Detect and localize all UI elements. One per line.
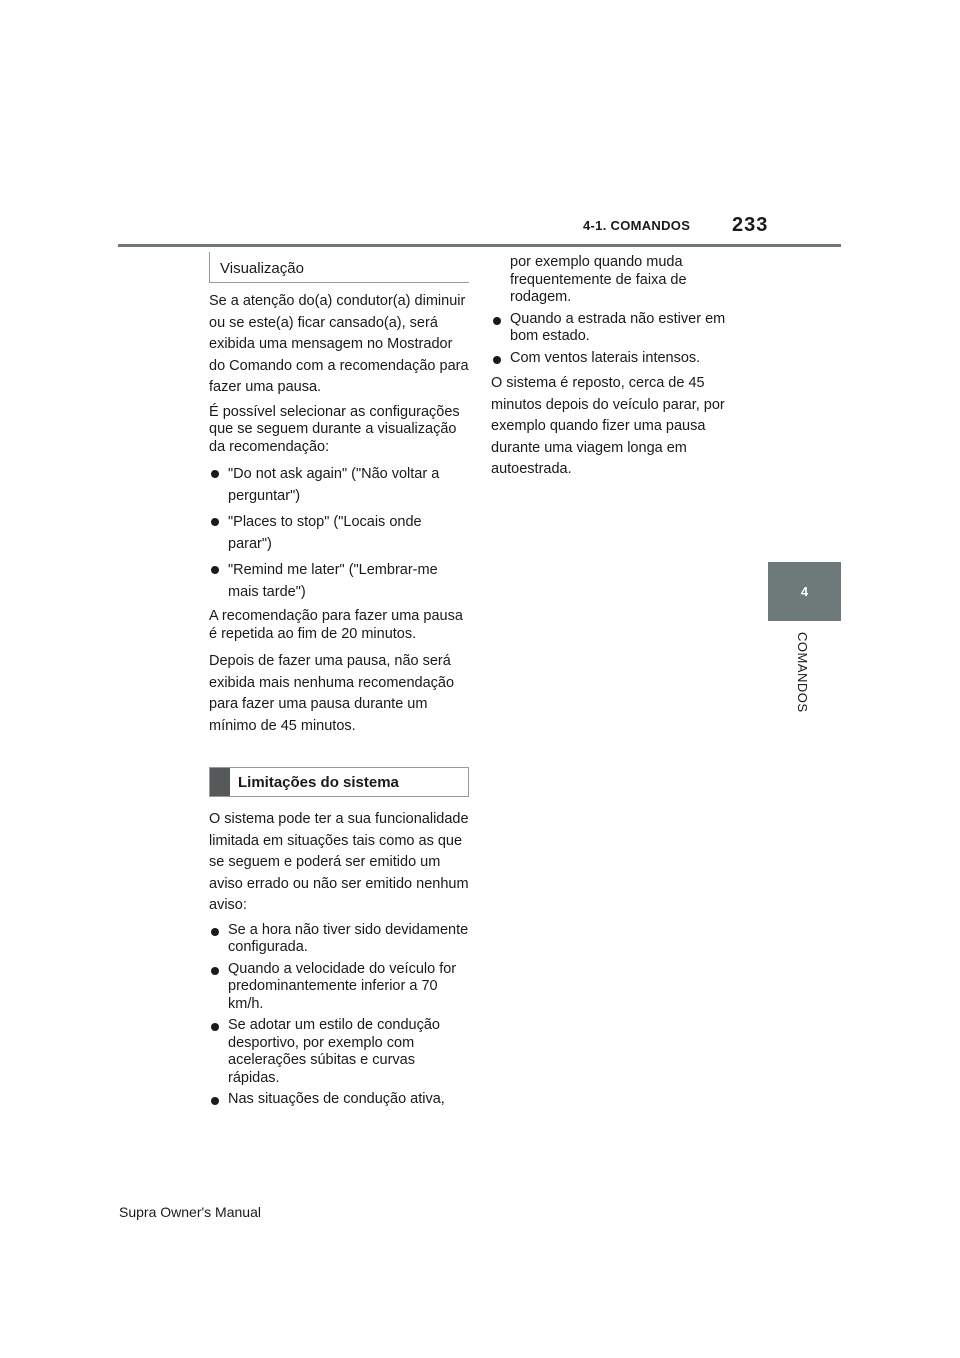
- list-item: [209, 922, 469, 957]
- bullet-icon: [493, 317, 501, 325]
- list-item-text: "Do not ask again" ("Não voltar a perguntar"): [228, 466, 440, 504]
- list-item-text: "Remind me later" ("Lembrar-me mais tarde"): [228, 562, 438, 600]
- right-column: [491, 254, 751, 486]
- paragraph: A recomendação para fazer uma pausa é repetida ao fim de 20 minutos.: [209, 608, 463, 642]
- section-box-limitations: [209, 767, 469, 797]
- paragraph: Depois de fazer uma pausa, não será exibida mais nenhuma recomendação para fazer uma pausa durante um mínimo de 45 minutos.: [209, 653, 455, 734]
- bullet-icon: [211, 1023, 219, 1031]
- paragraph: O sistema pode ter a sua funcionalidade limitada em situações tais como as que se seguem e poderá ser emitido um aviso errado ou não ser emitido nenhum aviso:: [209, 811, 469, 913]
- section-marker: [210, 768, 230, 796]
- section-box-visualization: [209, 252, 469, 283]
- bullet-icon: [211, 1097, 219, 1105]
- list-item-continuation: por exemplo quando muda frequentemente de faixa de rodagem.: [510, 254, 687, 305]
- footer-text: Supra Owner's Manual: [119, 1204, 261, 1220]
- list-item-text: Se a hora não tiver sido devidamente configurada.: [228, 921, 469, 955]
- list-item-text: Nas situações de condução ativa,: [228, 1091, 445, 1107]
- list-item: [491, 311, 751, 346]
- bullet-icon: [493, 356, 501, 364]
- list-item-text: Se adotar um estilo de condução desportivo, por exemplo com acelerações súbitas e curvas rápidas.: [228, 1017, 440, 1086]
- list-item: [209, 464, 469, 507]
- section-title: 4-1. COMANDOS: [583, 218, 691, 233]
- header-divider: [118, 244, 841, 247]
- list-item: [491, 350, 751, 368]
- list-item-text: "Places to stop" ("Locais onde parar"): [228, 514, 422, 552]
- list-item-text: Quando a estrada não estiver em bom estado.: [510, 310, 726, 344]
- bullet-icon: [211, 470, 219, 478]
- section-heading: Limitações do sistema: [238, 773, 399, 791]
- bullet-icon: [211, 566, 219, 574]
- paragraph: O sistema é reposto, cerca de 45 minutos depois do veículo parar, por exemplo quando fizer uma pausa durante uma viagem longa em autoestrada.: [491, 375, 725, 477]
- chapter-tab: 4: [768, 562, 841, 621]
- bullet-icon: [211, 967, 219, 975]
- list-item: [209, 1091, 469, 1109]
- paragraph: Se a atenção do(a) condutor(a) diminuir ou se este(a) ficar cansado(a), será exibida uma mensagem no Mostrador do Comando com a recomendação para fazer uma pausa.: [209, 293, 469, 395]
- bullet-icon: [211, 518, 219, 526]
- page-number: 233: [732, 214, 769, 236]
- list-item: [209, 512, 469, 555]
- list-item: [209, 560, 469, 603]
- paragraph: É possível selecionar as configurações que se seguem durante a visualização da recomendação:: [209, 403, 460, 455]
- bullet-icon: [211, 928, 219, 936]
- list-item: [209, 1017, 469, 1087]
- section-heading: Visualização: [220, 260, 304, 277]
- chapter-label: COMANDOS: [795, 632, 810, 713]
- list-item-text: Quando a velocidade do veículo for predominantemente inferior a 70 km/h.: [228, 960, 457, 1012]
- list-item: [209, 961, 469, 1014]
- left-column: [209, 252, 469, 1113]
- list-item-text: Com ventos laterais intensos.: [510, 349, 701, 366]
